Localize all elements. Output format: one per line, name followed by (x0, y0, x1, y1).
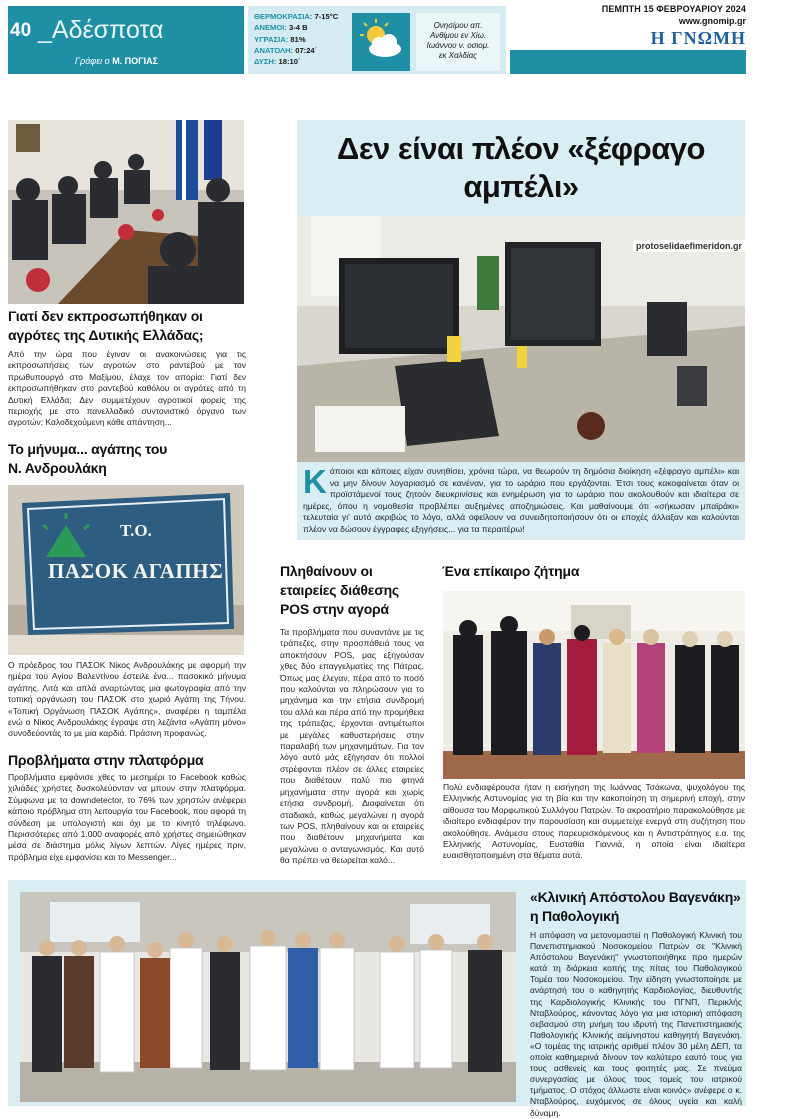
weather-row (254, 45, 350, 56)
weather-value: 07:24΄ (295, 45, 318, 55)
weather-value: 3-4 B (289, 23, 308, 33)
clinic-article (8, 880, 746, 1118)
nameday-line: εκ Χαλδίας (438, 51, 478, 60)
headline-farmers: Γιατί δεν εκπροσωπήθηκαν οι αγρότες της Δυτικής Ελλάδας; (8, 308, 204, 343)
event-group-photo (443, 591, 745, 779)
sun-cloud-icon (352, 13, 410, 71)
headline-platform: Προβλήματα στην πλατφόρμα (8, 752, 204, 768)
headline-clinic: «Κλινική Απόστολου Βαγενάκη» η Παθολογική (530, 889, 741, 924)
sign-text-line1: Τ.Ο. (120, 521, 152, 540)
masthead-bar (510, 50, 746, 74)
meeting-photo (8, 120, 244, 304)
nameday-line: Ιωάννου ν. οσιομ. (426, 41, 490, 50)
sign-text-line2: ΠΑΣΟΚ ΑΓΑΠΗΣ (48, 559, 224, 583)
headline-androulakis: Το μήνυμα... αγάπης του Ν. Ανδρουλάκη (8, 441, 168, 476)
weather-row (254, 22, 350, 33)
article-androulakis-body: Ο πρόεδρος του ΠΑΣΟΚ Νίκος Ανδρουλάκης με αφορμή την ημέρα του Αγίου Βαλεντίνου έστειλε ένα... πασοκικό μήνυμα αγάπης. Λιτά και απλά αναρτώντας μια φωτογραφία από την τοπική οργάνωση του ΠΑΣΟΚ στο χωριό Αγάπη της Τήνου. «Τοπική Οργάνωση ΠΑΣΟΚ Αγάπης», αναφέρει η ταμπέλα ενώ ο Νίκος Ανδρουλάκης έγραψε στη λεζάντα «Αγάπη μόνο» συνοδεύοντάς το με μια καρδιά. Πράσινη προφανώς. (8, 660, 246, 739)
newspaper-logo: Η ΓΝΩΜΗ (650, 28, 746, 48)
issue-date: ΠΕΜΠΤΗ 15 ΦΕΒΡΟΥΑΡΙΟΥ 2024 (601, 4, 746, 14)
feature-article (297, 120, 745, 540)
article-pos-body: Τα προβλήματα που συναντάνε με τις τράπεζες, στην προσπάθειά τους να αποκτήσουν POS, μας εξηγούσαν χθες δύο επαγγελματίες της Πάτρας. Όπως μας έλεγαν, πέρα από το ποσό που καλούνται να πληρώσουν για το μηχάνημα και την ετήσια συνδρομή του αλλά και πέρα από την προμήθεια της τράπεζας, έρχονται αντιμέτωποι με μεγάλες καθυστερήσεις στην παραλαβή των μηχανημάτων. Για τον λόγο αυτό μάς εξήγησαν ότι πολλοί στρέφονται πλέον σε άλλες εταιρείες που διαθέτουν πολύ πιο φτηνά μηχανήματα στην αγορά και χωρίς ετήσια συνδρομή. Διαφαίνεται ότι σταδιακά, καθώς μεγαλώνει η αγορά των POS, πληθαίνουν και οι εταιρείες που διαθέτουν μηχανήματα και μεγαλώνει ο ανταγωνισμός. Και αυτό θα πρέπει να θεωρείται καλό... (280, 627, 424, 866)
nameday-line: Ανθίμου εν Χίω. (429, 31, 487, 40)
weather-label: ΔΥΣΗ: (254, 57, 277, 67)
feature-body (303, 463, 739, 536)
byline (75, 56, 158, 66)
byline-name: Μ. ΠΟΓΙΑΣ (112, 56, 158, 66)
article-topical-body: Πολύ ενδιαφέρουσα ήταν η εισήγηση της Ιωάννας Τσάκωνα, ψυχολόγου της Ελληνικής Αστυνομίας για τη βία και την κακοποίηση τη σημερινή εποχή, στην αίθουσα του Μορφωτικού Συλλόγου Πατρών. Το ακροατήριο παρακολούθησε με ιδιαίτερο ενδιαφέρον την παρουσίαση και συμμετείχε ενεργά στη συζήτηση που ακολούθησε. Ανάμεσα στους παρευρισκόμενους και η Αντιστράτηγος ε.α. της Ελληνικής Αστυνομίας, Ευσταθία Γιαννιά, η οποία είναι ιδιαίτερα ευαισθητοποιημένη στα θέματα αυτά. (443, 782, 745, 861)
headline-topical: Ένα επίκαιρο ζήτημα (442, 563, 580, 579)
article-clinic-body: Η απόφαση να μετονομαστεί η Παθολογική Κλινική του Πανεπιστημιακού Νοσοκομείου Πατρών σε "Κλινική Απόστολου Βαγενάκη" γνωστοποιήθηκε προ ημερών κατά τη διάρκεια κοπής της πίτας του Παθολογικού Τομέα του Νοσοκομείου. Την είδηση γνωστοποίησε με ανάρτησή του ο καθηγητής Καρδιολογίας, διευθυντής της Καρδιολογικής Κλινικής του ΠΓΝΠ, Περικλής Νταβλούρος, κάνοντας λόγο για μια ιστορική απόφαση σεβασμού στη μνήμη του ιδρυτή της Πανεπιστημιακής Παθολογικής Κλινικής αείμνηστου καθηγητή Βαγενάκη. «Ο τομέας της ιατρικής αριθμεί πλέον 30 μέλη ΔΕΠ, τα οποία καθημερινά δίνουν τον καλύτερο εαυτό τους για τους ασθενείς και τους φοιτητές μας. Σε πνεύμα συνεργασίας με όλους τους τομείς του ιατρικού τμήματος. Ο στόχος άλλωστε είναι κοινός» ανέφερε ο κ. Νταβλούρος, ευχόμενος σε όλους υγεία και καλή δύναμη. (530, 930, 742, 1118)
watermark: protoselidaefimeridon.gr (633, 240, 745, 252)
weather-value: 81% (290, 34, 306, 44)
weather-label: ΑΝΑΤΟΛΗ: (254, 45, 294, 55)
section-banner (8, 6, 244, 74)
article-farmers-body: Από την ώρα που έγιναν οι ανακοινώσεις για τις εκπροσωπήσεις των αγροτών στο ραντεβού με τον πρωθυπουργό στο Μαξίμου, έλαχε τον απορία: Γιατί δεν εκπροσωπήθηκαν στο ραντεβού καθόλου οι αγρότες από τη Δυτική Ελλάδα; Δεν συμμετέχουν αγροτικοί φορείς της περιοχής με στο πανελλαδικό συντονιστικό όργανο των αγροτών; Καλοδεχούμενη κάθε απάντηση... (8, 349, 246, 428)
weather-row (254, 11, 350, 22)
weather-row (254, 34, 350, 45)
weather-value: 7-15°C (314, 12, 339, 21)
weather-value: 18:10΄ (278, 57, 301, 67)
page-number: 40 (10, 20, 32, 41)
section-title: _Αδέσποτα (38, 16, 164, 44)
weather-row (254, 56, 350, 67)
nameday-line: Ονησίμου απ. (433, 21, 483, 30)
byline-prefix: Γράφει ο (74, 56, 110, 66)
feature-body-text: άποιοι και κάποιες είχαν συνηθίσει, χρόνια τώρα, να θεωρούν τη δημόσια διοίκηση «ξέφραγο αμπέλι» και να μην δίνουν λογαριασμό σε κανέναν, για το ωράριο που εργάζονται. Έτσι τους κακοφαίνεται όταν οι προϊστάμενοί τους ζητούν διευκρινίσεις και ενημέρωση για το ωράριο που ακολουθούν και ιδιαίτερα σε ημέρες, όπου η νομοθεσία προβλέπει αυξημένες αποζημιώσεις. Και μαθαίνουμε ότι «σήκωσαν μπαϊράκι» τελευταία γι' αυτό ακριβώς το λόγο, αλλά οφείλουν να συνειδητοποιήσουν ότι οι εποχές άλλαξαν και καλούνται πλέον να δώσουν έγγραφες εξηγήσεις... για τα περαιτέρω! (303, 466, 739, 534)
nameday-box (416, 13, 500, 71)
weather-label: ΥΓΡΑΣΙΑ: (254, 34, 289, 44)
article-platform-body: Προβλήματα εμφάνισε χθες το μεσημέρι το Facebook καθώς χιλιάδες χρήστες δυσκολεύονταν να μπουν στην πλατφόρμα. Σύμφωνα με το downdetector, το 76% των χρηστών ανέφερει κάποιο πρόβλημα στη λειτουργία του Facebook, που αφορά τη σύνδεση με υπολογιστή και όχι με το κινητό τηλέφωνο. Περισσότερες από 1.000 αναφορές από χρήστες σημειώθηκαν μέσα σε διάστημα μόλις λίγων λεπτών. Λίγες ημέρες πριν, πρόβλημα είχε εμφανίσει και το Messenger... (8, 772, 246, 862)
office-desk-photo (297, 216, 745, 462)
weather-label: ΑΝΕΜΟΙ: (254, 23, 287, 33)
pasok-sign-photo (8, 485, 244, 655)
weather-list (254, 11, 350, 67)
headline-pos: Πληθαίνουν οι εταιρείες διάθεσης POS στην αγορά (280, 563, 400, 617)
feature-headline: Δεν είναι πλέον «ξέφραγο αμπέλι» (337, 131, 705, 204)
weather-label: ΘΕΡΜΟΚΡΑΣΙΑ: (254, 12, 313, 21)
clinic-staff-photo (20, 892, 516, 1102)
masthead (510, 6, 746, 74)
website-link[interactable]: www.gnomip.gr (678, 16, 746, 26)
weather-panel (248, 6, 506, 74)
dropcap: Κ (303, 463, 327, 500)
